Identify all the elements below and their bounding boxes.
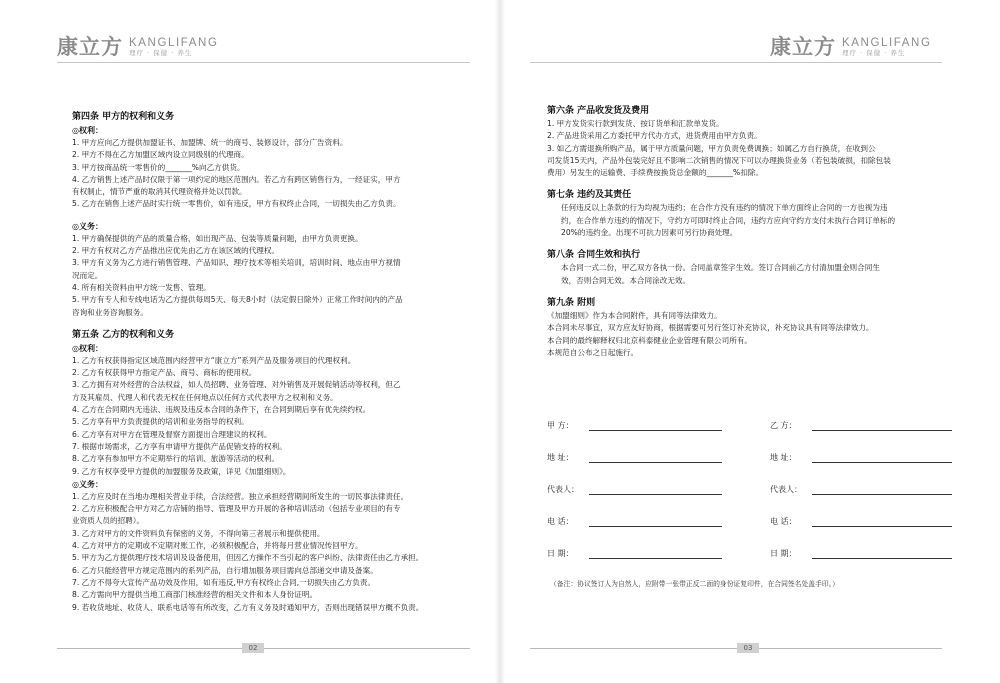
- text-line: 8. 乙方享有参加甲方不定期举行的培训、旅游等活动的权利。: [72, 454, 280, 464]
- art9-lines: [547, 310, 952, 359]
- signature-fill-line[interactable]: [812, 548, 952, 559]
- text-line: 4. 乙方在合同期内无违法、违规及违反本合同的条件下，在合同到期后享有优先续约权。: [72, 405, 371, 415]
- text-line: 咨询和业务咨询服务。: [72, 307, 148, 317]
- header-divider-right: [530, 62, 942, 63]
- signature-fill-line[interactable]: [589, 484, 722, 495]
- text-line: 3. 甲方按商品统一零售价的_______%向乙方供货。: [72, 162, 245, 172]
- text-line: 费用）另发生的运输费、手续费按换货总金额的_______%扣除。: [547, 168, 764, 178]
- signature-label: 甲 方：: [547, 421, 574, 430]
- art5-rights-title: ◎权利：: [72, 343, 103, 353]
- brand-tagline-right: 理疗 · 保健 · 养生: [842, 49, 906, 57]
- brand-en-right: KANGLIFANG: [842, 37, 932, 49]
- signature-label: 电 话：: [770, 517, 797, 526]
- signature-fill-line[interactable]: [589, 452, 722, 463]
- brand-cn: 康立方: [57, 34, 123, 59]
- text-line: 本规范自公布之日起施行。: [547, 347, 639, 357]
- text-line: 5. 甲方为乙方提供理疗技术培训及设备使用，但因乙方操作不当引起的客户纠纷、法律责任由乙方承担。: [72, 553, 424, 563]
- text-line: 6. 乙方享有对甲方在管理及督察方面提出合理建议的权利。: [72, 429, 272, 439]
- text-line: 6. 乙方只能经营甲方规定范围内的系列产品，自行增加服务项目需向总部递交申请及备案。: [72, 565, 378, 575]
- art6-lines: [547, 118, 952, 179]
- signature-label: 乙 方：: [770, 421, 797, 430]
- signature-row: [547, 548, 722, 559]
- text-line: 7. 乙方不得夸大宣传产品功效及作用，如有违反,甲方有权终止合同,一切损失由乙方负责。: [72, 577, 376, 587]
- art4-rights-list: [72, 137, 472, 211]
- signature-fill-line[interactable]: [812, 484, 952, 495]
- signature-row: [770, 484, 952, 495]
- signature-label: 代表人：: [547, 485, 579, 494]
- article-4-title: 第四条 甲方的权利和义务: [72, 112, 175, 122]
- left-content: [72, 110, 472, 614]
- brand-cn-right: 康立方: [770, 34, 836, 59]
- text-line: 1. 乙方有权获得指定区域范围内经营甲方“康立方”系列产品及服务项目的代理权利。: [72, 355, 356, 365]
- footer-divider-right: [530, 648, 942, 649]
- text-line: 2. 甲方不得在乙方加盟区域内设立同级别的代理商。: [72, 150, 249, 160]
- right-content: [547, 104, 952, 359]
- signature-row: [770, 452, 952, 463]
- art5-duties-list: [72, 491, 472, 614]
- art5-duties-title: ◎义务：: [72, 479, 103, 489]
- text-line: 司发货15天内，产品外包装完好且不影响二次销售的情况下可以办理换货业务（若包装破损，扣除包装: [547, 155, 891, 165]
- text-line: 效，否则合同无效。本合同涂改无效。: [561, 275, 691, 285]
- text-line: 1. 甲方发货实行款到发货、按订货单和汇款单发货。: [547, 119, 724, 128]
- signature-label: 电 话：: [547, 517, 574, 526]
- signature-row: [770, 420, 952, 431]
- article-9-title: 第九条 附则: [547, 297, 596, 308]
- text-line: 2. 甲方有权对乙方产品推出应优先由乙方在该区域的代理权。: [72, 246, 280, 256]
- page-number-left: 02: [242, 643, 264, 653]
- text-line: 1. 乙方应及时在当地办理相关营业手续，合法经营。独立承担经营期间所发生的一切民事法律责任。: [72, 491, 409, 501]
- text-line: 有权制止，情节严重的取消其代理资格并处以罚款。: [72, 187, 247, 197]
- text-line: 7. 根据市场需求，乙方享有申请甲方提供产品促销支持的权利。: [72, 441, 287, 451]
- text-line: 1. 甲方应向乙方提供加盟证书、加盟牌、统一的商号、装修设计，部分广告资料。: [72, 138, 348, 147]
- signature-row: [770, 516, 952, 527]
- signature-fill-line[interactable]: [589, 420, 722, 431]
- header-divider: [57, 62, 470, 63]
- text-line: 9. 乙方有权享受甲方提供的加盟服务及政策，详见《加盟细则》。: [72, 466, 291, 476]
- text-line: 本合同的最终解释权归北京科泰健业企业管理有限公司所有。: [547, 335, 753, 345]
- text-line: 9. 若收货地址、收货人、联系电话等有所改变，乙方有义务及时通知甲方，否则出现错误甲方概不负责。: [72, 602, 424, 612]
- art4-duties-title: ◎义务：: [72, 221, 103, 231]
- signature-fill-line[interactable]: [812, 420, 952, 431]
- signature-row: [547, 516, 722, 527]
- signature-label: 代表人：: [770, 485, 802, 494]
- brand-en: KANGLIFANG: [129, 37, 219, 49]
- signature-fill-line[interactable]: [812, 452, 952, 463]
- text-line: 《加盟细则》作为本合同附件，具有同等法律效力。: [547, 310, 722, 320]
- text-line: 3. 乙方拥有对外经营的合法权益，如人员招聘、业务管理、对外销售及开展促销活动等权利，但乙: [72, 380, 401, 390]
- text-line: 2. 乙方有权获得甲方指定产品、商号、商标的使用权。: [72, 368, 257, 378]
- page-number-right: 03: [737, 643, 759, 653]
- article-6-title: 第六条 产品收发货及费用: [547, 106, 650, 116]
- text-line: 本合同未尽事宜，双方应友好协商，根据需要可另行签订补充协议，补充协议具有同等法律效力。: [547, 323, 874, 333]
- brand-logo: [57, 36, 219, 58]
- text-line: 2. 产品进货采用乙方委托甲方代办方式，进货费用由甲方负责。: [547, 131, 762, 141]
- text-line: 任何违反以上条款的行为均视为违约；在合作方没有违约的情况下单方面终止合同的一方也视为违: [561, 203, 888, 213]
- text-line: 况而定。: [72, 270, 103, 280]
- text-line: 3. 乙方对甲方的文件资料负有保密的义务，不得向第三者展示和提供使用。: [72, 528, 325, 538]
- text-line: 5. 乙方享有甲方负责提供的培训和业务指导的权利。: [72, 417, 249, 427]
- signature-label: 日 期：: [770, 549, 797, 558]
- art4-duties-list: [72, 233, 472, 319]
- article-7-title: 第七条 违约及其责任: [547, 190, 632, 201]
- art8-lines: [547, 262, 952, 287]
- art7-lines: [547, 202, 952, 239]
- signature-note: （备注：协议签订人为自然人，应附带一张带正反二面的身份证复印件，在合同签名处盖手印。）: [550, 580, 839, 588]
- text-line: 4. 乙方对甲方的定期或不定期对账工作，必须积极配合，并将每月营业情况传回甲方。: [72, 541, 363, 551]
- text-line: 3. 如乙方需退换所购产品，属于甲方质量问题，甲方负责免费调换；如属乙方自行换货，在收到公: [547, 143, 876, 153]
- book-gutter: [495, 0, 505, 683]
- text-line: 约，在合作单方违约的情况下，守约方可即时终止合同，违约方应向守约方支付未执行合同订单标的: [561, 215, 896, 225]
- signature-row: [547, 452, 722, 463]
- text-line: 8. 乙方需向甲方提供当地工商部门核准经营的相关文件和本人身份证明。: [72, 590, 318, 600]
- signature-fill-line[interactable]: [589, 548, 722, 559]
- text-line: 4. 乙方销售上述产品时仅限于第一项约定的地区范围内。若乙方有跨区销售行为，一经证实，甲方: [72, 174, 401, 184]
- text-line: 1. 甲方确保提供的产品的质量合格，如出现产品、包装等质量问题，由甲方负责更换。: [72, 233, 363, 243]
- art4-rights-title: ◎权利：: [72, 126, 103, 135]
- text-line: 3. 甲方有义务为乙方进行销售管理、产品知识、理疗技术等相关培训，培训时间、地点由甲方视情: [72, 258, 401, 268]
- text-line: 5. 甲方有专人和专线电话为乙方提供每周5天、每天8小时（法定假日除外）正常工作时间内的产品: [72, 295, 403, 305]
- text-line: 本合同一式二份，甲乙双方各执一份。合同盖章签字生效。签订合同前乙方付清加盟金则合同生: [561, 263, 880, 273]
- text-line: 4. 所有相关资料由甲方统一发售、管理。: [72, 282, 211, 292]
- text-line: 5. 乙方在销售上述产品时实行统一零售价，如有违反，甲方有权终止合同，一切损失由乙方负责。: [72, 199, 401, 209]
- article-8-title: 第八条 合同生效和执行: [547, 250, 641, 261]
- signature-fill-line[interactable]: [812, 516, 952, 527]
- signature-row: [770, 548, 952, 559]
- signature-label: 地 址：: [547, 453, 574, 462]
- art5-rights-list: [72, 355, 472, 478]
- signature-fill-line[interactable]: [589, 516, 722, 527]
- text-line: 2. 乙方应积极配合甲方对乙方店铺的指导、管理及甲方开展的各种培训活动（包括专业项目的有专: [72, 504, 401, 514]
- brand-tagline: 理疗 · 保健 · 养生: [129, 49, 193, 57]
- signature-row: [547, 484, 722, 495]
- signature-label: 地 址：: [770, 453, 797, 462]
- text-line: 方及其雇员、代理人和代表无权在任何地点以任何方式代表甲方之权利和义务。: [72, 392, 338, 402]
- brand-logo-right: [770, 36, 932, 58]
- article-5-title: 第五条 乙方的权利和义务: [72, 329, 175, 340]
- signature-label: 日 期：: [547, 549, 574, 558]
- signature-row: [547, 420, 722, 431]
- text-line: 业资质人员的招聘）。: [72, 516, 145, 526]
- text-line: 20%的违约金。出现不可抗力因素可另行协商处理。: [561, 228, 738, 238]
